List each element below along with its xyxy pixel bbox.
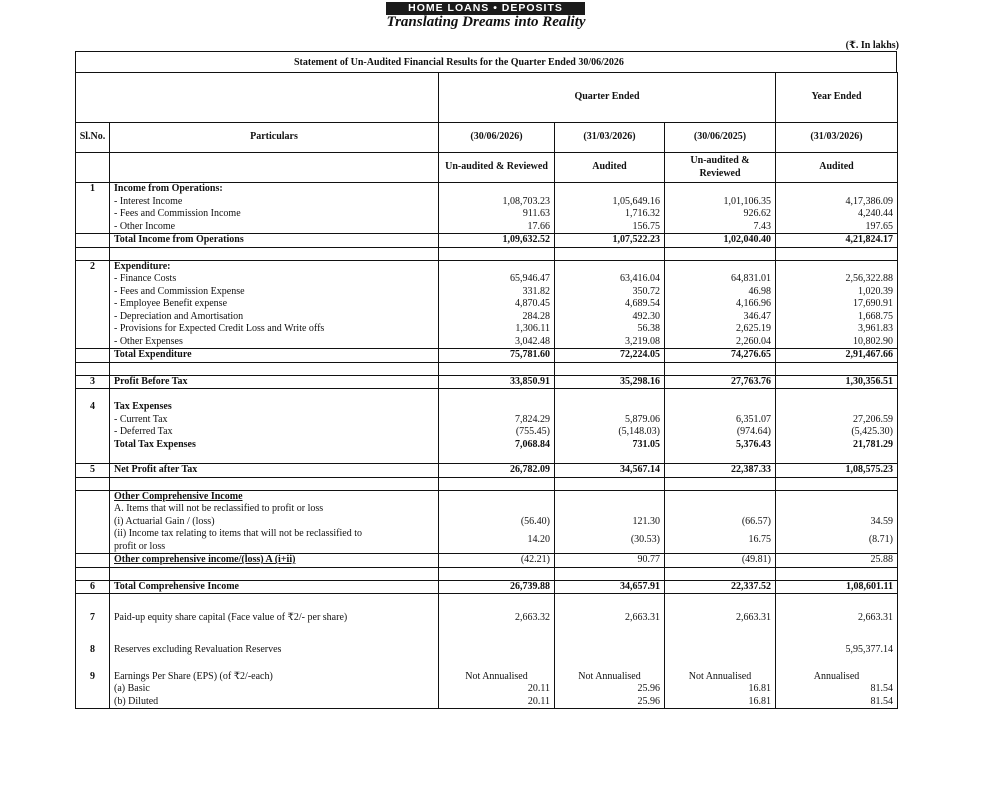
table-row: (b) Diluted 20.11 25.96 16.81 81.54 — [76, 696, 898, 709]
status-col-4: Audited — [776, 153, 898, 183]
table-row-total: Total Tax Expenses 7,068.84 731.05 5,376.43 21,781.29 — [76, 439, 898, 452]
table-row: 7 Paid-up equity share capital (Face value of ₹2/- per share) 2,663.32 2,663.31 2,663.31 2,663.31 — [76, 612, 898, 625]
table-row: 9 Earnings Per Share (EPS) (of ₹2/-each) Not Annualised Not Annualised Not Annualised Annualised — [76, 671, 898, 684]
table-row-total: 3 Profit Before Tax 33,850.91 35,298.16 27,763.76 1,30,356.51 — [76, 375, 898, 389]
table-row: - Depreciation and Amortisation 284.28 492.30 346.47 1,668.75 — [76, 311, 898, 324]
financial-results-table — [75, 72, 898, 709]
table-row: 8 Reserves excluding Revaluation Reserves 5,95,377.14 — [76, 644, 898, 657]
table-row: - Fees and Commission Income 911.63 1,716.32 926.62 4,240.44 — [76, 208, 898, 221]
table-row: 1 Income from Operations: — [76, 183, 898, 196]
table-row-total: Total Income from Operations 1,09,632.52 1,07,522.23 1,02,040.40 4,21,824.17 — [76, 234, 898, 248]
quarter-ended-header: Quarter Ended — [439, 73, 776, 123]
tagline: Translating Dreams into Reality — [386, 14, 586, 30]
table-row-total: Total Expenditure 75,781.60 72,224.05 74,276.65 2,91,467.66 — [76, 349, 898, 363]
particulars-header: Particulars — [110, 123, 439, 153]
table-row: - Employee Benefit expense 4,870.45 4,689.54 4,166.96 17,690.91 — [76, 298, 898, 311]
table-row: A. Items that will not be reclassified to profit or loss — [76, 503, 898, 516]
currency-unit: (₹. In lakhs) — [845, 40, 899, 51]
year-ended-header: Year Ended — [776, 73, 898, 123]
table-row: (ii) Income tax relating to items that will not be reclassified to profit or loss 14.20 (30.53) 16.75 (8.71) — [76, 528, 898, 554]
section-heading: Income from Operations: — [110, 183, 439, 196]
table-row: 2 Expenditure: — [76, 260, 898, 273]
status-col-3: Un-audited & Reviewed — [665, 153, 776, 183]
table-row: 4 Tax Expenses — [76, 401, 898, 414]
status-col-1: Un-audited & Reviewed — [439, 153, 555, 183]
slno-header: Sl.No. — [76, 123, 110, 153]
date-col-4: (31/03/2026) — [776, 123, 898, 153]
table-row: - Fees and Commission Expense 331.82 350.72 46.98 1,020.39 — [76, 286, 898, 299]
table-row: - Finance Costs 65,946.47 63,416.04 64,831.01 2,56,322.88 — [76, 273, 898, 286]
date-col-1: (30/06/2026) — [439, 123, 555, 153]
table-row — [76, 490, 898, 503]
table-row: (i) Actuarial Gain / (loss) (56.40) 121.30 (66.57) 34.59 — [76, 516, 898, 529]
statement-title: Statement of Un-Audited Financial Results for the Quarter Ended 30/06/2026 — [294, 57, 624, 68]
table-row: - Provisions for Expected Credit Loss and Write offs 1,306.11 56.38 2,625.19 3,961.83 — [76, 323, 898, 336]
table-row: - Other Expenses 3,042.48 3,219.08 2,260.04 10,802.90 — [76, 336, 898, 349]
table-row: - Current Tax 7,824.29 5,879.06 6,351.07 27,206.59 — [76, 414, 898, 427]
oci-heading: Other Comprehensive Income — [110, 490, 439, 503]
date-col-2: (31/03/2026) — [555, 123, 665, 153]
table-row: - Other Income 17.66 156.75 7.43 197.65 — [76, 221, 898, 234]
table-row-total: 5 Net Profit after Tax 26,782.09 34,567.14 22,387.33 1,08,575.23 — [76, 464, 898, 478]
table-row: - Interest Income 1,08,703.23 1,05,649.16 1,01,106.35 4,17,386.09 — [76, 196, 898, 209]
section-heading: Tax Expenses — [110, 401, 439, 414]
statement-title-bar — [75, 51, 897, 73]
status-col-2: Audited — [555, 153, 665, 183]
section-heading: Expenditure: — [110, 260, 439, 273]
table-row: (a) Basic 20.11 25.96 16.81 81.54 — [76, 683, 898, 696]
date-col-3: (30/06/2025) — [665, 123, 776, 153]
table-row-total: Other comprehensive income/(loss) A (i+ii) (42.21) 90.77 (49.81) 25.88 — [76, 554, 898, 568]
table-row-total: 6 Total Comprehensive Income 26,739.88 34,657.91 22,337.52 1,08,601.11 — [76, 580, 898, 594]
brand-banner: HOME LOANS • DEPOSITS — [386, 2, 585, 15]
table-row: - Deferred Tax (755.45) (5,148.03) (974.64) (5,425.30) — [76, 426, 898, 439]
